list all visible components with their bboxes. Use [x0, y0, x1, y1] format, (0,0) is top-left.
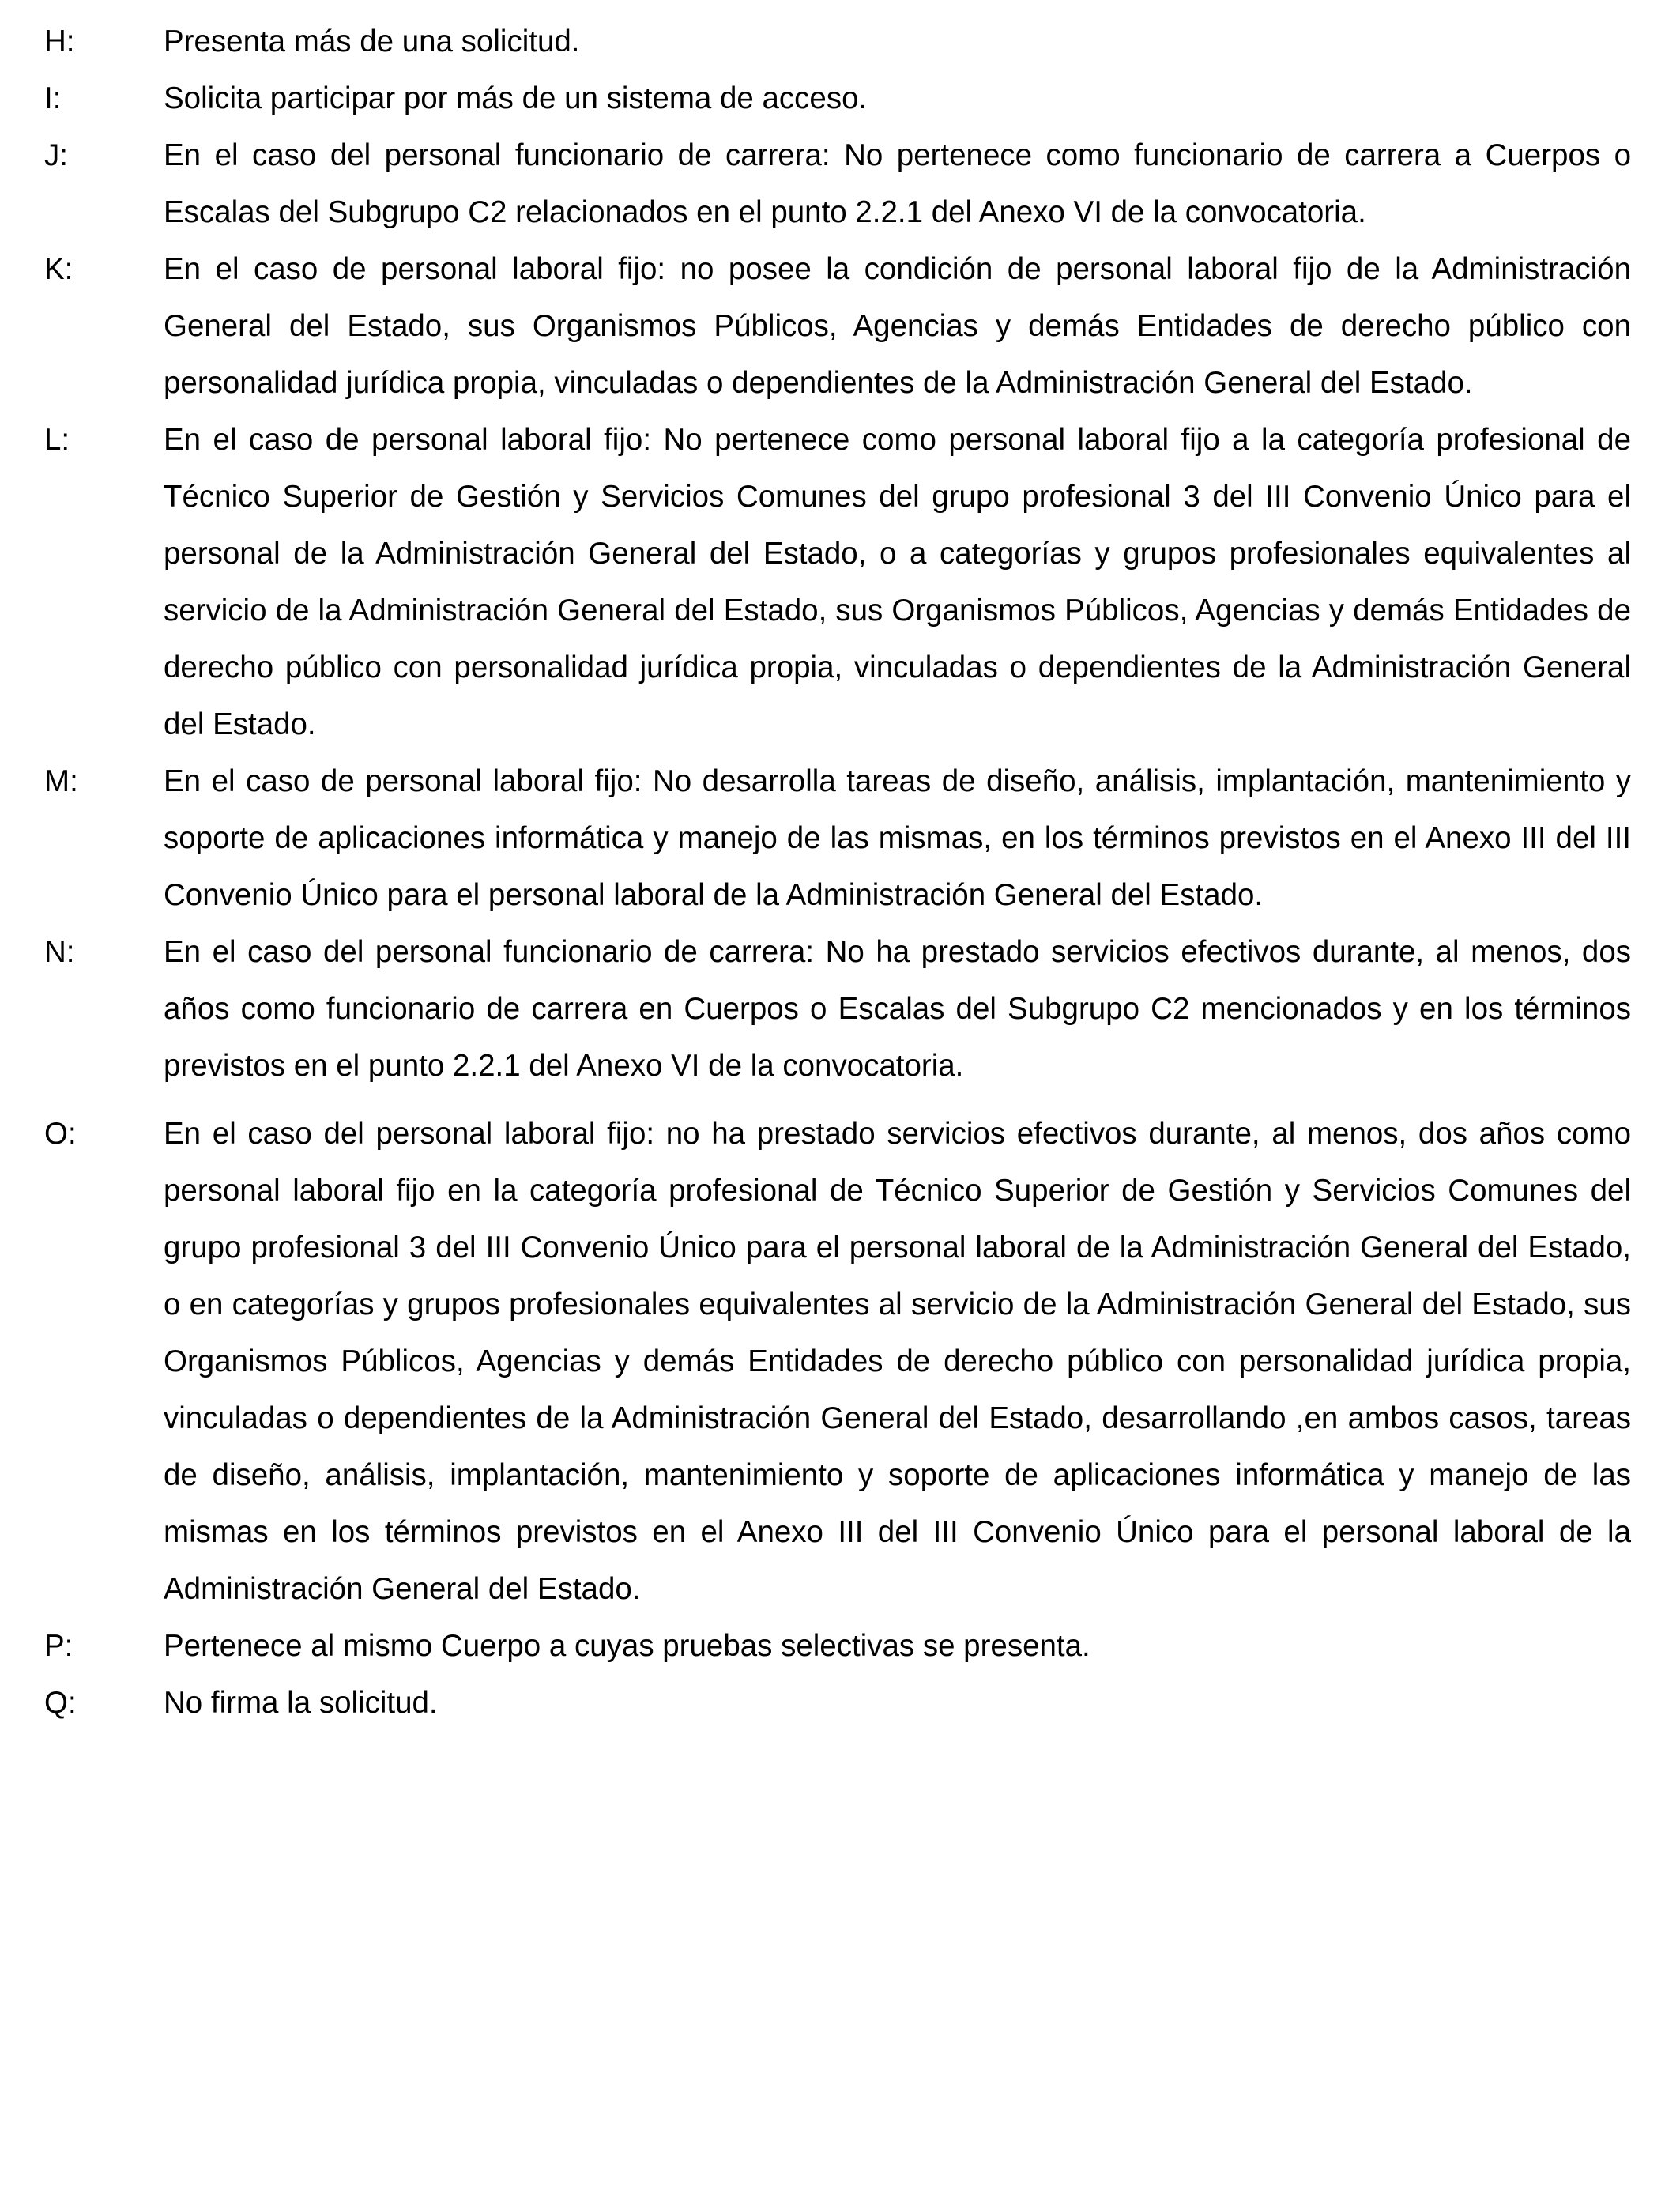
item-text: Solicita participar por más de un sistema de acceso. — [164, 81, 868, 115]
item-code: L: — [44, 423, 70, 457]
item-text: Pertenece al mismo Cuerpo a cuyas pruebas selectivas se presenta. — [164, 1629, 1090, 1663]
list-item-m — [44, 753, 1631, 924]
exclusion-causes-list — [44, 13, 1631, 1732]
list-item-k — [44, 241, 1631, 412]
item-code: H: — [44, 25, 75, 58]
list-item-l — [44, 412, 1631, 753]
item-code: K: — [44, 252, 73, 286]
item-text: Presenta más de una solicitud. — [164, 25, 580, 58]
item-code: I: — [44, 81, 62, 115]
list-item-p — [44, 1618, 1631, 1675]
item-text: En el caso del personal funcionario de carrera: No pertenece como funcionario de carrera a Cuerpos o Escalas del Subgrupo C2 relacionados en el punto 2.2.1 del Anexo VI de la convocatoria. — [164, 138, 1631, 229]
item-text: En el caso de personal laboral fijo: No pertenece como personal laboral fijo a la categoría profesional de Técnico Superior de Gestión y Servicios Comunes del grupo profesional 3 del III Convenio Único para el personal de la Administración General del Estado, o a categorías y grupos profesionales equivalentes al servicio de la Administración General del Estado, sus Organismos Públicos, Agencias y demás Entidades de derecho público con personalidad jurídica propia, vinculadas o dependientes de la Administración General del Estado. — [164, 423, 1631, 741]
item-code: N: — [44, 935, 75, 969]
item-text: En el caso del personal laboral fijo: no ha prestado servicios efectivos durante, al menos, dos años como personal laboral fijo en la categoría profesional de Técnico Superior de Gestión y Servicios Comunes del grupo profesional 3 del III Convenio Único para el personal laboral de la Administración General del Estado, o en categorías y grupos profesionales equivalentes al servicio de la Administración General del Estado, sus Organismos Públicos, Agencias y demás Entidades de derecho público con personalidad jurídica propia, vinculadas o dependientes de la Administración General del Estado, desarrollando ,en ambos casos, tareas de diseño, análisis, implantación, mantenimiento y soporte de aplicaciones informática y manejo de las mismas en los términos previstos en el Anexo III del III Convenio Único para el personal laboral de la Administración General del Estado. — [164, 1117, 1631, 1606]
list-item-o — [44, 1106, 1631, 1618]
item-text: En el caso del personal funcionario de carrera: No ha prestado servicios efectivos durante, al menos, dos años como funcionario de carrera en Cuerpos o Escalas del Subgrupo C2 mencionados y en los términos previstos en el punto 2.2.1 del Anexo VI de la convocatoria. — [164, 935, 1631, 1083]
item-code: O: — [44, 1117, 77, 1151]
item-code: Q: — [44, 1686, 77, 1720]
list-item-i — [44, 70, 1631, 127]
list-item-q — [44, 1675, 1631, 1732]
item-code: P: — [44, 1629, 73, 1663]
item-text: No firma la solicitud. — [164, 1686, 438, 1720]
list-item-n — [44, 924, 1631, 1095]
list-item-h — [44, 13, 1631, 70]
item-code: J: — [44, 138, 68, 172]
item-text: En el caso de personal laboral fijo: no posee la condición de personal laboral fijo de la Administración General del Estado, sus Organismos Públicos, Agencias y demás Entidades de derecho público con personalidad jurídica propia, vinculadas o dependientes de la Administración General del Estado. — [164, 252, 1631, 400]
list-item-j — [44, 127, 1631, 241]
item-code: M: — [44, 764, 78, 798]
item-text: En el caso de personal laboral fijo: No desarrolla tareas de diseño, análisis, implantación, mantenimiento y soporte de aplicaciones informática y manejo de las mismas, en los términos previstos en el Anexo III del III Convenio Único para el personal laboral de la Administración General del Estado. — [164, 764, 1631, 912]
